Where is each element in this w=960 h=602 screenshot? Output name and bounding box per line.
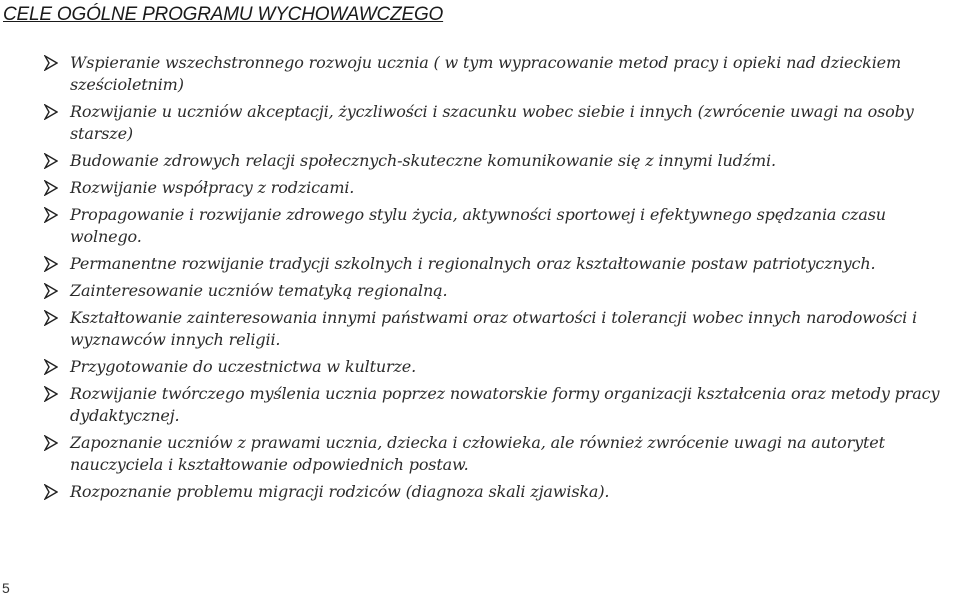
list-item-text: Permanentne rozwijanie tradycji szkolnych i regionalnych oraz kształtowanie postaw patriotycznych. — [70, 254, 876, 273]
list-item-text: Przygotowanie do uczestnictwa w kulturze. — [70, 357, 417, 376]
list-item-text: Budowanie zdrowych relacji społecznych-skuteczne komunikowanie się z innymi ludźmi. — [70, 151, 776, 170]
arrowhead-bullet-icon — [44, 153, 58, 169]
arrowhead-bullet-icon — [44, 180, 58, 196]
list-item — [44, 101, 956, 145]
list-item-text: Propagowanie i rozwijanie zdrowego stylu życia, aktywności sportowej i efektywnego spędzania czasu wolnego. — [70, 205, 886, 246]
list-item — [44, 432, 956, 476]
list-item-text: Rozpoznanie problemu migracji rodziców (diagnoza skali zjawiska). — [70, 482, 610, 501]
list-item — [44, 253, 956, 275]
page-number: 5 — [2, 580, 10, 596]
goals-list — [44, 52, 956, 508]
arrowhead-bullet-icon — [44, 484, 58, 500]
list-item-text: Rozwijanie twórczego myślenia ucznia poprzez nowatorskie formy organizacji kształcenia oraz metody pracy dydaktycznej. — [70, 384, 940, 425]
arrowhead-bullet-icon — [44, 256, 58, 272]
arrowhead-bullet-icon — [44, 386, 58, 402]
arrowhead-bullet-icon — [44, 207, 58, 223]
list-item-text: Zainteresowanie uczniów tematyką regionalną. — [70, 281, 448, 300]
arrowhead-bullet-icon — [44, 55, 58, 71]
list-item — [44, 383, 956, 427]
arrowhead-bullet-icon — [44, 310, 58, 326]
arrowhead-bullet-icon — [44, 359, 58, 375]
list-item — [44, 52, 956, 96]
arrowhead-bullet-icon — [44, 104, 58, 120]
arrowhead-bullet-icon — [44, 435, 58, 451]
list-item — [44, 150, 956, 172]
list-item-text: Rozwijanie u uczniów akceptacji, życzliwości i szacunku wobec siebie i innych (zwrócenie uwagi na osoby starsze) — [70, 102, 914, 143]
list-item-text: Zapoznanie uczniów z prawami ucznia, dziecka i człowieka, ale również zwrócenie uwagi na autorytet nauczyciela i kształtowanie odpowiednich postaw. — [70, 433, 885, 474]
list-item-text: Rozwijanie współpracy z rodzicami. — [70, 178, 355, 197]
list-item — [44, 280, 956, 302]
page-title: CELE OGÓLNE PROGRAMU WYCHOWAWCZEGO — [3, 4, 444, 25]
list-item — [44, 307, 956, 351]
arrowhead-bullet-icon — [44, 283, 58, 299]
list-item-text: Kształtowanie zainteresowania innymi państwami oraz otwartości i tolerancji wobec innych narodowości i wyznawców innych religii. — [70, 308, 917, 349]
list-item — [44, 204, 956, 248]
list-item-text: Wspieranie wszechstronnego rozwoju ucznia ( w tym wypracowanie metod pracy i opieki nad dzieckiem sześcioletnim) — [70, 53, 902, 94]
list-item — [44, 481, 956, 503]
list-item — [44, 177, 956, 199]
list-item — [44, 356, 956, 378]
